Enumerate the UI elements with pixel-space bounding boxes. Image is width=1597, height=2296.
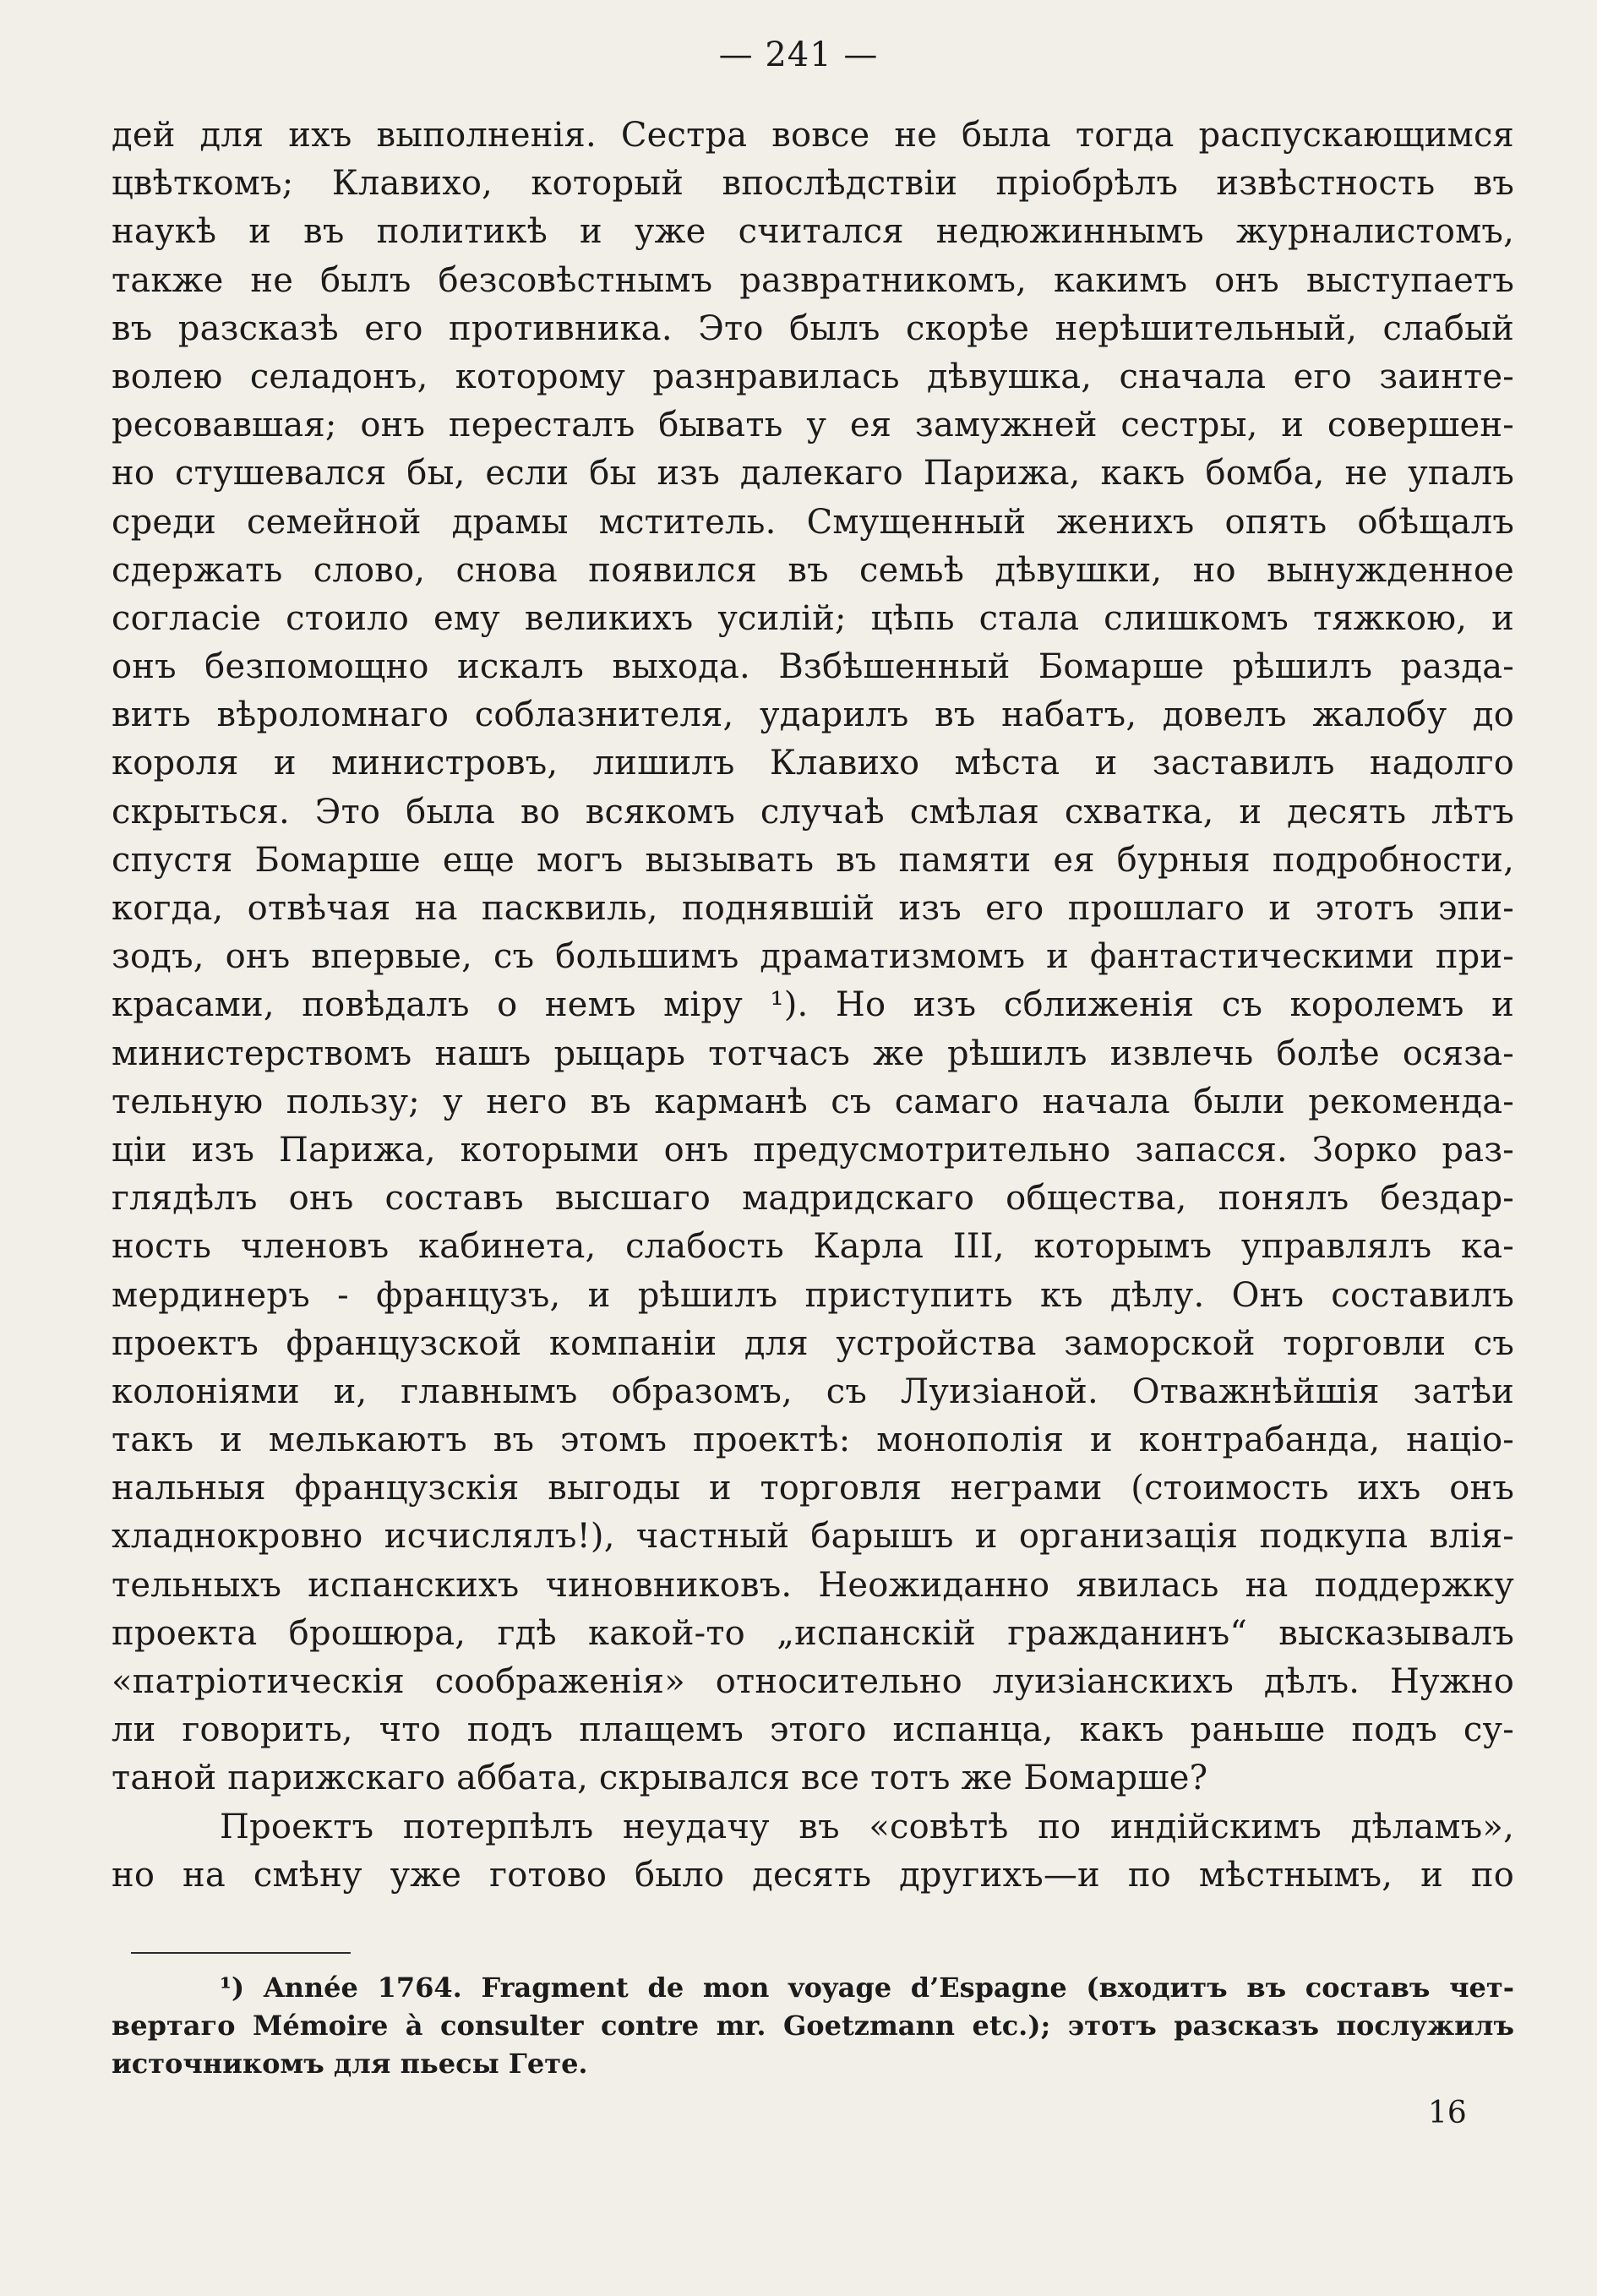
text-line: когда, отвѣчая на пасквиль, поднявшій изъ его прошлаго и этотъ эпи- (112, 889, 1514, 928)
footnote-separator (131, 1952, 351, 1954)
text-line: ли говорить, что подъ плащемъ этого испанца, какъ раньше подъ су- (112, 1710, 1514, 1750)
text-line: вить вѣроломнаго соблазнителя, ударилъ въ набатъ, довелъ жалобу до (112, 695, 1514, 735)
text-line: цвѣткомъ; Клавихо, который впослѣдствіи пріобрѣлъ извѣстность въ (112, 164, 1514, 204)
text-line: наукѣ и въ политикѣ и уже считался недюжиннымъ журналистомъ, (112, 212, 1514, 252)
main-text (112, 112, 1514, 1900)
text-line: но на смѣну уже готово было десять другихъ—и по мѣстнымъ, и по (112, 1855, 1514, 1895)
text-line: глядѣлъ онъ составъ высшаго мадридскаго общества, понялъ бездар- (112, 1179, 1514, 1219)
text-line: въ разсказѣ его противника. Это былъ скорѣе нерѣшительный, слабый (112, 308, 1514, 348)
text-line: дей для ихъ выполненія. Сестра вовсе не была тогда распускающимся (112, 116, 1514, 155)
text-line: но стушевался бы, если бы изъ далекаго Парижа, какъ бомба, не упалъ (112, 454, 1514, 494)
text-line: волею селадонъ, которому разнравилась дѣвушка, сначала его заинте- (112, 357, 1514, 396)
text-line: «патріотическія соображенія» относительно луизіанскихъ дѣлъ. Нужно (112, 1662, 1514, 1701)
text-line: короля и министровъ, лишилъ Клавихо мѣста и заставилъ надолго (112, 744, 1514, 783)
text-line: сдержать слово, снова появился въ семьѣ дѣвушки, но вынужденное (112, 550, 1514, 590)
text-line: ность членовъ кабинета, слабость Карла III, которымъ управлялъ ка- (112, 1227, 1514, 1267)
text-line: спустя Бомарше еще могъ вызывать въ памяти ея бурныя подробности, (112, 840, 1514, 880)
text-line: онъ безпомощно искалъ выхода. Взбѣшенный Бомарше рѣшилъ разда- (112, 647, 1514, 687)
text-line: красами, повѣдалъ о немъ міру ¹). Но изъ сближенія съ королемъ и (112, 985, 1514, 1025)
text-line: таной парижскаго аббата, скрывался все тотъ же Бомарше? (112, 1759, 1208, 1798)
footnote-block (112, 1969, 1514, 2083)
text-line: тельныхъ испанскихъ чиновниковъ. Неожиданно явилась на поддержку (112, 1565, 1514, 1605)
text-line: ціи изъ Парижа, которыми онъ предусмотрительно запасся. Зорко раз- (112, 1130, 1514, 1170)
text-line: Проектъ потерпѣлъ неудачу въ «совѣтѣ по индійскимъ дѣламъ», (220, 1807, 1514, 1846)
text-line: министерствомъ нашъ рыцарь тотчасъ же рѣшилъ извлечь болѣе осяза- (112, 1033, 1514, 1073)
footnote-line: источникомъ для пьесы Гете. (112, 2048, 588, 2080)
text-line: тельную пользу; у него въ карманѣ съ самаго начала были рекоменда- (112, 1082, 1514, 1121)
text-line: хладнокровно исчислялъ!), частный барышъ и организація подкупа влія- (112, 1517, 1514, 1557)
text-line: такъ и мелькаютъ въ этомъ проектѣ: монополія и контрабанда, націо- (112, 1421, 1514, 1460)
page-number-header: — 241 — (718, 35, 879, 74)
text-line: мердинеръ - французъ, и рѣшилъ приступить къ дѣлу. Онъ составилъ (112, 1275, 1514, 1315)
footnote-line: ¹) Année 1764. Fragment de mon voyage d’Espagne (входитъ въ составъ чет- (220, 1972, 1514, 2004)
text-line: проектъ французской компаніи для устройства заморской торговли съ (112, 1323, 1514, 1363)
footnote-line: вертаго Mémoire à consulter contre mr. Goetzmann etc.); этотъ разсказъ послужилъ (112, 2010, 1514, 2042)
text-line: нальныя французскія выгоды и торговля неграми (стоимость ихъ онъ (112, 1469, 1514, 1508)
text-line: согласіе стоило ему великихъ усилій; цѣпь стала слишкомъ тяжкою, и (112, 598, 1514, 638)
text-line: колоніями и, главнымъ образомъ, съ Луизіаной. Отважнѣйшія затѣи (112, 1372, 1514, 1411)
text-line: ресовавшая; онъ пересталъ бывать у ея замужней сестры, и совершен- (112, 406, 1514, 445)
text-line: среди семейной драмы мститель. Смущенный женихъ опять обѣщалъ (112, 502, 1514, 542)
text-line: зодъ, онъ впервые, съ большимъ драматизмомъ и фантастическими при- (112, 937, 1514, 977)
text-line: также не былъ безсовѣстнымъ развратникомъ, какимъ онъ выступаетъ (112, 260, 1514, 300)
text-line: скрыться. Это была во всякомъ случаѣ смѣлая схватка, и десять лѣтъ (112, 792, 1514, 832)
text-line: проекта брошюра, гдѣ какой-то „испанскій гражданинъ“ высказывалъ (112, 1613, 1514, 1653)
signature-mark: 16 (1428, 2096, 1467, 2130)
